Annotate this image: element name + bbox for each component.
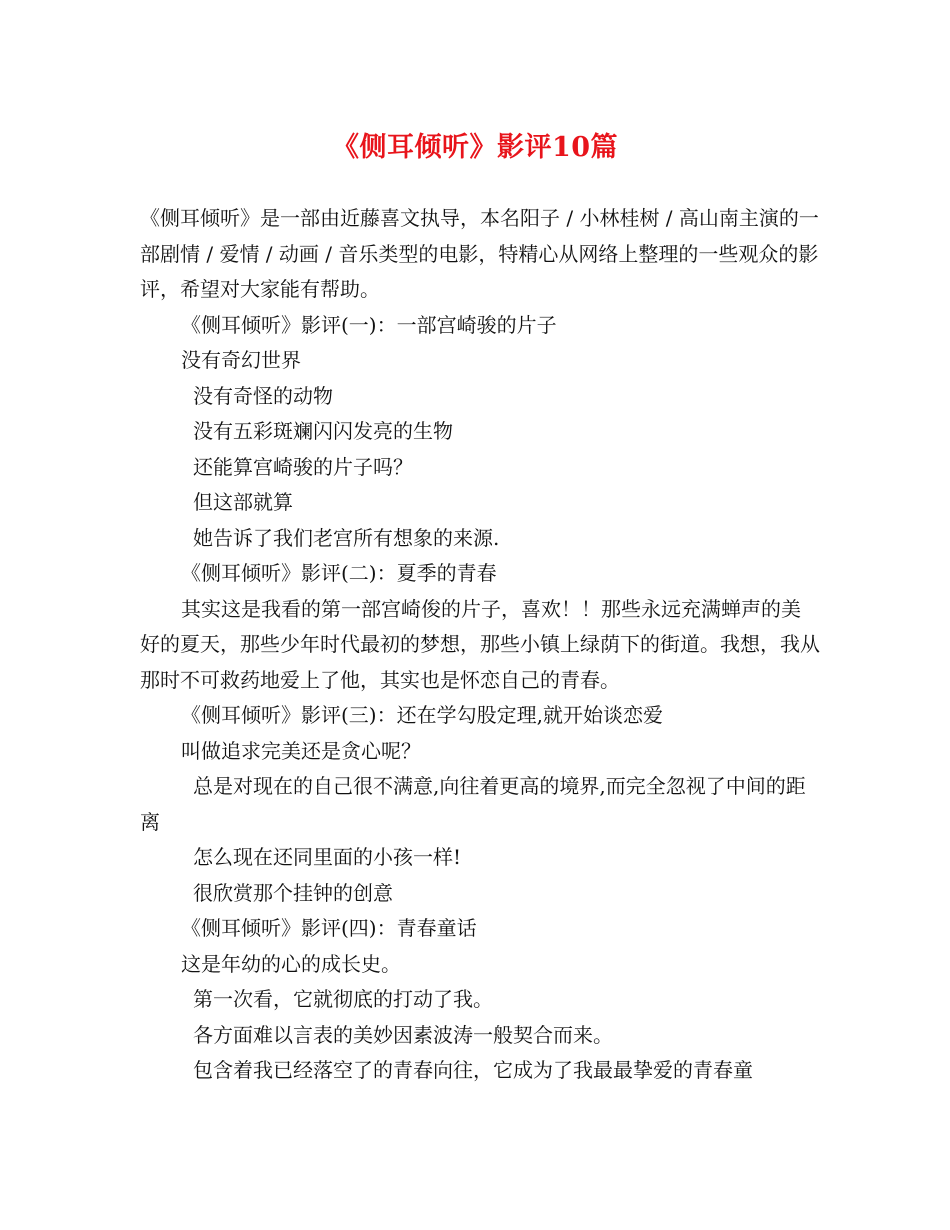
paragraph: 第一次看，它就彻底的打动了我。 [193, 987, 493, 1011]
paragraph: 《侧耳倾听》是一部由近藤喜文执导，本名阳子 / 小林桂树 / 高山南主演的一部剧情 / 爱情 / 动画 / 音乐类型的电影，特精心从网络上整理的一些观众的影评，希望对大家能有帮助。 [140, 206, 819, 301]
paragraph: 但这部就算 [193, 490, 293, 514]
paragraph: 还能算宫崎骏的片子吗？ [193, 454, 413, 479]
paragraph: 怎么现在还同里面的小孩一样! [193, 845, 462, 869]
paragraph: 各方面难以言表的美妙因素波涛一般契合而来。 [193, 1022, 613, 1047]
paragraph: 这是年幼的心的成长史。 [181, 951, 401, 976]
paragraph: 总是对现在的自己很不满意,向往着更高的境界,而完全忽视了中间的距离 [140, 774, 806, 834]
document-title: 《侧耳倾听》影评10篇 [331, 132, 619, 163]
paragraph: 《侧耳倾听》影评(一)：一部宫崎骏的片子 [181, 312, 557, 337]
document-body [140, 201, 820, 1089]
paragraph: 《侧耳倾听》影评(四)：青春童话 [181, 916, 477, 940]
paragraph: 叫做追求完美还是贪心呢？ [181, 738, 421, 763]
paragraph: 没有五彩斑斓闪闪发亮的生物 [193, 419, 453, 443]
paragraph: 其实这是我看的第一部宫崎俊的片子，喜欢！！那些永远充满蝉声的美好的夏天，那些少年时代最初的梦想，那些小镇上绿荫下的街道。我想，我从那时不可救药地爱上了他，其实也是怀恋自己的青春。 [140, 596, 820, 692]
paragraph: 没有奇怪的动物 [193, 383, 333, 408]
paragraph: 包含着我已经落空了的青春向往，它成为了我最最挚爱的青春童 [193, 1058, 753, 1082]
paragraph: 她告诉了我们老宫所有想象的来源. [193, 525, 500, 550]
paragraph: 《侧耳倾听》影评(三)：还在学勾股定理,就开始谈恋爱 [181, 703, 663, 727]
paragraph: 很欣赏那个挂钟的创意 [193, 880, 393, 905]
paragraph: 《侧耳倾听》影评(二)：夏季的青春 [181, 561, 497, 585]
paragraph: 没有奇幻世界 [181, 348, 301, 372]
